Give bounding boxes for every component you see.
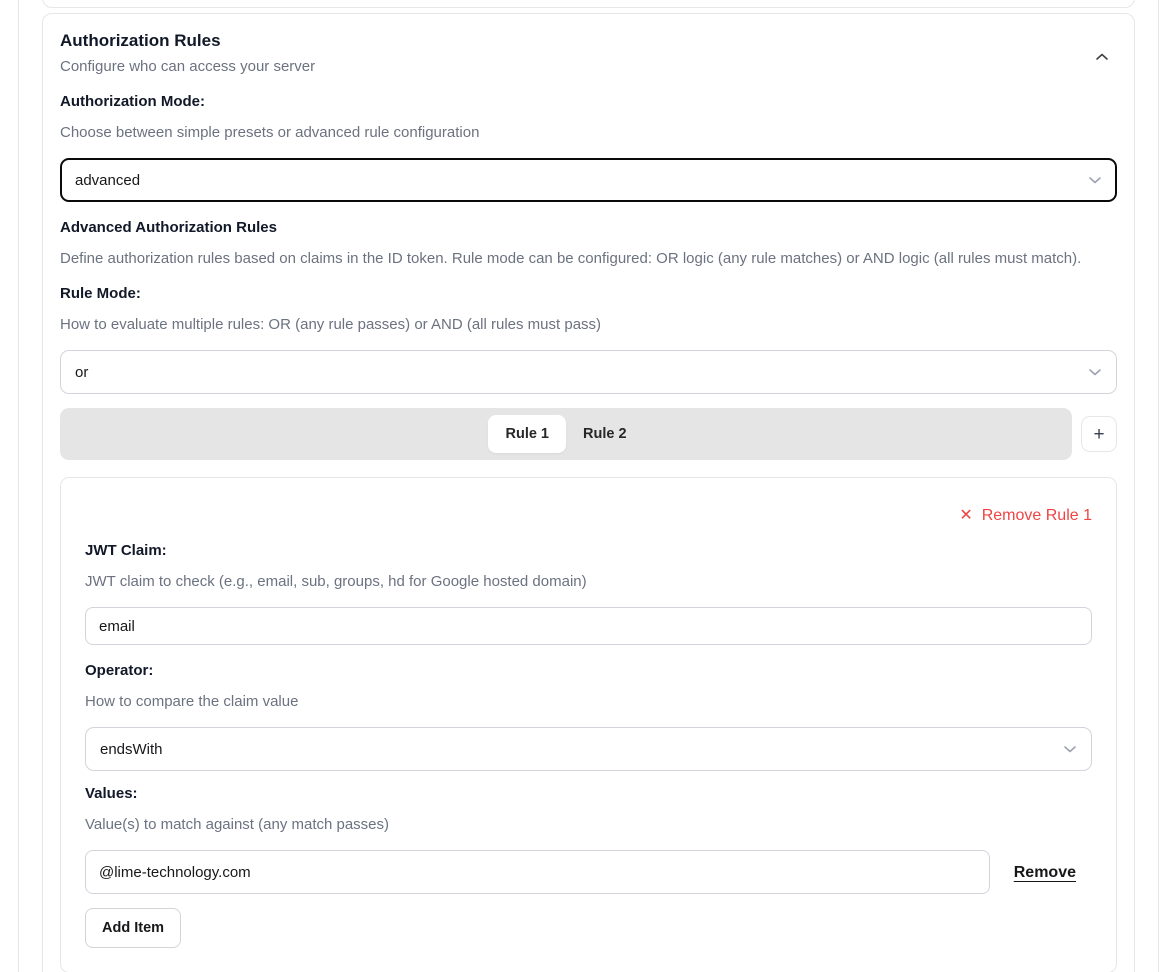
- previous-card-partial: [42, 0, 1135, 8]
- chevron-down-icon: [1088, 364, 1102, 381]
- operator-select[interactable]: [85, 727, 1092, 771]
- chevron-down-icon: [1088, 172, 1102, 189]
- settings-panel: [18, 0, 1159, 972]
- rule-tabbar: [60, 408, 1072, 460]
- operator-label: Operator:: [85, 662, 154, 679]
- card-header-text: [60, 30, 315, 76]
- rule-mode-value: or: [75, 363, 89, 381]
- card-header: [60, 30, 1117, 76]
- rule-mode-description: How to evaluate multiple rules: OR (any rule passes) or AND (all rules must pass): [60, 316, 602, 333]
- chevron-up-icon: [1095, 50, 1109, 65]
- authorization-mode-label: Authorization Mode:: [60, 93, 205, 110]
- values-description: Value(s) to match against (any match passes): [85, 816, 390, 833]
- advanced-rules-description: Define authorization rules based on claims in the ID token. Rule mode can be configured: OR logic (any rule matches) or AND logic (all rules must match).: [60, 250, 1082, 267]
- remove-rule-label: Remove Rule 1: [981, 507, 1092, 524]
- page-title: Authorization Rules: [60, 31, 221, 50]
- jwt-claim-description: JWT claim to check (e.g., email, sub, groups, hd for Google hosted domain): [85, 573, 587, 590]
- tab-rule-2[interactable]: Rule 2: [566, 415, 644, 453]
- chevron-down-icon: [1063, 741, 1077, 758]
- authorization-mode-description: Choose between simple presets or advanced rule configuration: [60, 124, 480, 141]
- values-label: Values:: [85, 785, 138, 802]
- collapse-section-button[interactable]: [1089, 44, 1115, 71]
- remove-value-link[interactable]: Remove: [1013, 863, 1076, 881]
- add-rule-button[interactable]: +: [1081, 416, 1117, 452]
- page-subtitle: Configure who can access your server: [60, 58, 316, 75]
- tab-rule-1[interactable]: Rule 1: [488, 415, 566, 453]
- jwt-claim-input[interactable]: [85, 607, 1092, 645]
- value-input[interactable]: [85, 850, 990, 894]
- value-item-row: [85, 850, 1092, 894]
- rule-mode-select[interactable]: [60, 350, 1117, 394]
- rule-mode-label: Rule Mode:: [60, 285, 141, 302]
- rule-tabs-row: [60, 408, 1117, 460]
- authorization-rules-card: [42, 13, 1135, 972]
- remove-rule-button[interactable]: [959, 506, 1092, 525]
- x-icon: ✕: [959, 507, 973, 524]
- jwt-claim-label: JWT Claim:: [85, 542, 167, 559]
- add-item-button[interactable]: Add Item: [85, 908, 181, 948]
- advanced-rules-label: Advanced Authorization Rules: [60, 219, 277, 236]
- authorization-mode-select[interactable]: [60, 158, 1117, 202]
- authorization-mode-value: advanced: [75, 171, 141, 189]
- operator-description: How to compare the claim value: [85, 693, 299, 710]
- remove-rule-row: [85, 506, 1092, 525]
- operator-value: endsWith: [100, 740, 163, 758]
- rule-editor-card: [60, 477, 1117, 972]
